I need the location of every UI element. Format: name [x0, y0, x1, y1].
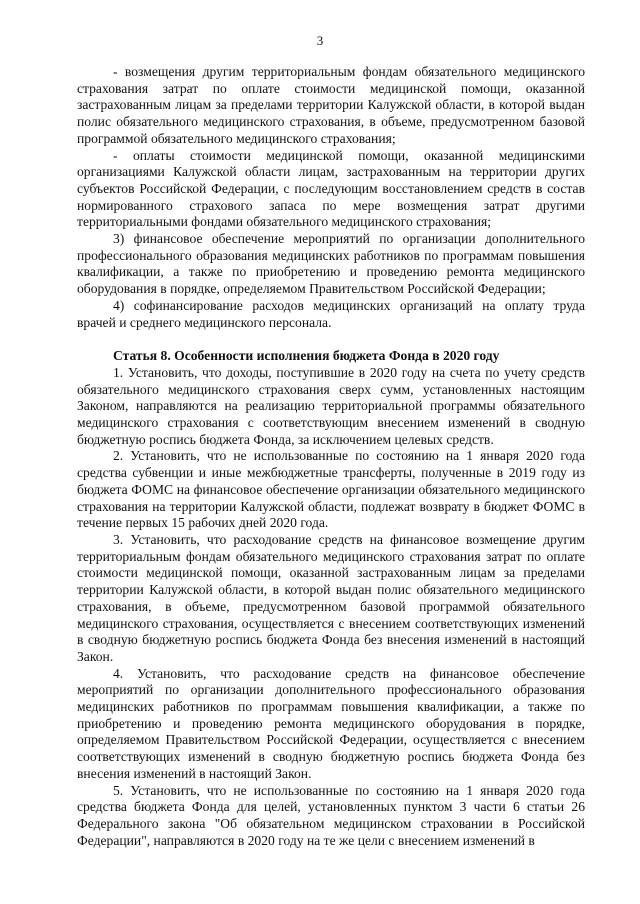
article-paragraph: 1. Установить, что доходы, поступившие в 2020 году на счета по учету средств обязательного медицинского страхования сверх сумм, установленных настоящим Законом, направляются на реализацию территориальной программы обязательного медицинского страхования с соответствующим внесением изменений в сводную бюджетную роспись бюджета Фонда, за исключением целевых средств. — [77, 364, 585, 447]
paragraph: 3) финансовое обеспечение мероприятий по организации дополнительного профессионального образования медицинских работников по программам повышения квалификации, а также по приобретению и проведению ремонта медицинского оборудования в порядке, определяемом Правительством Российской Федерации; — [77, 231, 585, 297]
page-number: 3 — [316, 33, 324, 48]
article-paragraph: 5. Установить, что не использованные по состоянию на 1 января 2020 года средства бюджета Фонда для целей, установленных пунктом 3 части 6 статьи 26 Федерального закона "Об обязательном медицинском страховании в Российской Федерации", направляются в 2020 году на те же цели с внесением изменений в — [77, 782, 585, 848]
article-paragraph: 4. Установить, что расходование средств на финансовое обеспечение мероприятий по организации дополнительного профессионального образования медицинских работников по программам повышения квалификации, а также по приобретению и проведению ремонта медицинского оборудования в порядке, определяемом Правительством Российской Федерации, осуществляется с внесением соответствующих изменений в сводную бюджетную роспись бюджета Фонда без внесения изменений в настоящий Закон. — [77, 665, 585, 781]
paragraph: - оплаты стоимости медицинской помощи, оказанной медицинскими организациями Калужской области лицам, застрахованным на территории других субъектов Российской Федерации, с последующим восстановлением средств в состав нормированного страхового запаса по мере возмещения затрат другими территориальными фондами обязательного медицинского страхования; — [77, 147, 585, 230]
paragraph: - возмещения другим территориальным фондам обязательного медицинского страхования затрат по оплате стоимости медицинской помощи, оказанной застрахованным лицам за пределами территории Калужской области, в которой выдан полис обязательного медицинского страхования, в объеме, предусмотренном базовой программой обязательного медицинского страхования; — [77, 64, 585, 146]
document-body — [77, 64, 585, 849]
article-heading: Статья 8. Особенности исполнения бюджета Фонда в 2020 году — [113, 348, 500, 364]
article-paragraph: 3. Установить, что расходование средств на финансовое возмещение другим территориальным фондам обязательного медицинского страхования затрат по оплате стоимости медицинской помощи, оказанной застрахованным лицам за пределами территории Калужской области, в которой выдан полис обязательного медицинского страхования, в объеме, предусмотренном базовой программой обязательного медицинского страхования, осуществляется с внесением соответствующих изменений в сводную бюджетную роспись бюджета Фонда без внесения изменений в настоящий Закон. — [77, 531, 585, 664]
article-paragraph: 2. Установить, что не использованные по состоянию на 1 января 2020 года средства субвенции и иные межбюджетные трансферты, полученные в 2019 году из бюджета ФОМС на финансовое обеспечение организации обязательного медицинского страхования на территории Калужской области, подлежат возврату в бюджет ФОМС в течение первых 15 рабочих дней 2020 года. — [77, 448, 585, 531]
paragraph: 4) софинансирование расходов медицинских организаций на оплату труда врачей и среднего медицинского персонала. — [77, 297, 585, 330]
